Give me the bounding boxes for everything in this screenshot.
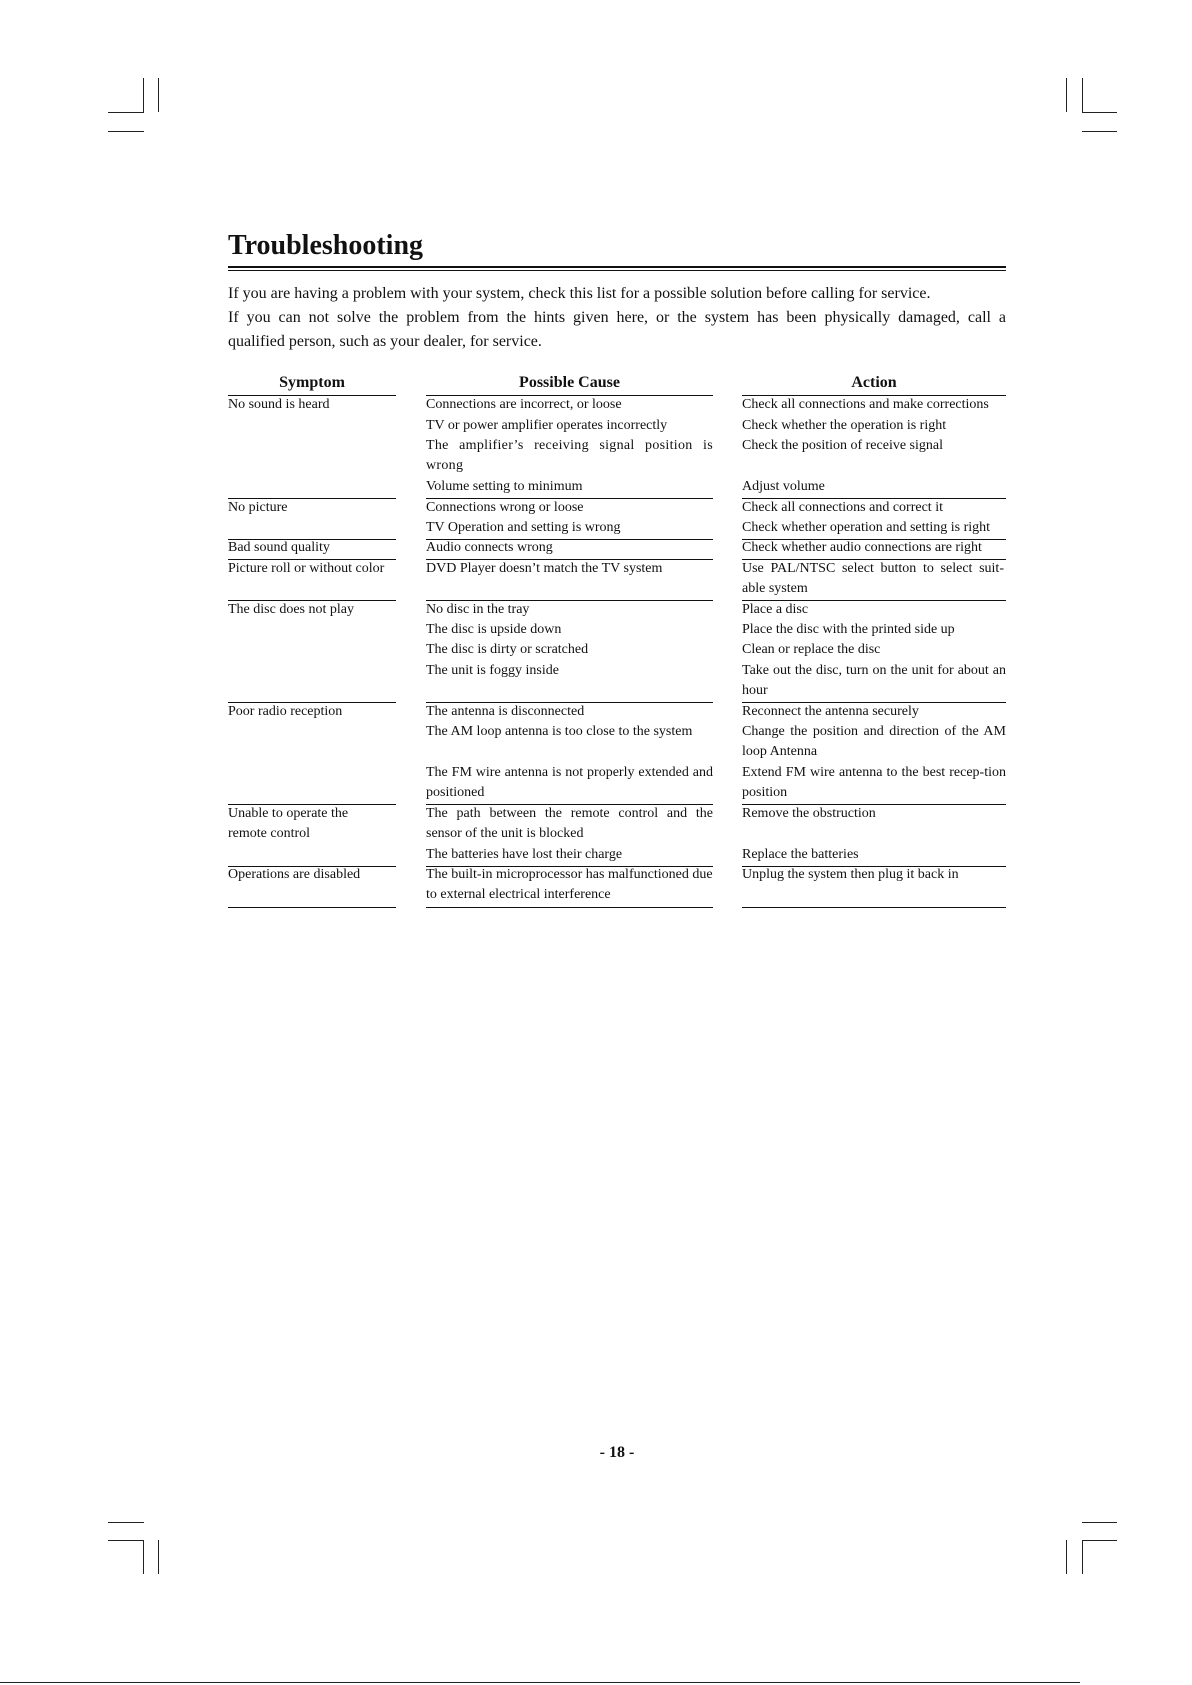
row-rule [742,907,1006,908]
title-rule [228,266,1006,268]
cause-cell: No disc in the tray [426,602,530,617]
crop-mark [1082,1540,1083,1574]
crop-mark [1082,1540,1117,1541]
crop-mark [1082,131,1117,132]
crop-mark [1082,1522,1117,1523]
symptom-cell: No picture [228,500,288,515]
action-cell: Unplug the system then plug it back in [742,867,959,882]
action-cell: Remove the obstruction [742,806,876,821]
action-cell: Extend FM wire antenna to the best recep-tion position [742,765,1006,800]
crop-mark [1082,112,1117,113]
header-symptom: Symptom [279,374,345,391]
crop-mark [108,112,144,113]
bottom-edge-rule [0,1682,1080,1683]
action-cell: Check all connections and make corrections [742,397,989,412]
crop-mark [1066,1540,1067,1574]
cause-cell: Audio connects wrong [426,540,553,555]
crop-mark [143,1540,144,1574]
crop-mark [158,1540,159,1574]
crop-mark [108,131,144,132]
header-action: Action [851,374,897,391]
symptom-cell: Operations are disabled [228,867,361,882]
symptom-cell: Unable to operate the remote control [228,806,349,841]
cause-cell: DVD Player doesn’t match the TV system [426,561,663,576]
action-cell: Replace the batteries [742,847,859,862]
cause-cell: TV or power amplifier operates incorrectly [426,418,668,433]
action-cell: Check whether audio connections are right [742,540,982,555]
action-cell: Check whether operation and setting is right [742,520,991,535]
action-cell: Take out the disc, turn on the unit for about an hour [742,663,1006,698]
crop-mark [1066,78,1067,112]
cause-cell: Connections are incorrect, or loose [426,397,622,412]
action-cell: Adjust volume [742,479,825,494]
crop-mark [108,1522,144,1523]
page-number: - 18 - [599,1444,635,1461]
intro-line: qualified person, such as your dealer, for service. [228,333,542,350]
cause-cell: Volume setting to minimum [426,479,583,494]
symptom-cell: Poor radio reception [228,704,343,719]
crop-mark [108,1540,144,1541]
page-title: Troubleshooting [228,230,424,261]
action-cell: Place the disc with the printed side up [742,622,955,637]
cause-cell: The disc is dirty or scratched [426,642,589,657]
cause-cell: The FM wire antenna is not properly extended and positioned [426,765,713,800]
symptom-cell: Picture roll or without color [228,561,385,576]
action-cell: Check all connections and correct it [742,500,943,515]
symptom-cell: Bad sound quality [228,540,330,555]
action-cell: Place a disc [742,602,809,617]
cause-cell: TV Operation and setting is wrong [426,520,621,535]
cause-cell: The built-in microprocessor has malfunctioned due to external electrical interference [426,867,713,902]
cause-cell: The unit is foggy inside [426,663,559,678]
crop-mark [1082,78,1083,112]
cause-cell: The path between the remote control and the sensor of the unit is blocked [426,806,713,841]
cause-cell: The batteries have lost their charge [426,847,623,862]
cause-cell: Connections wrong or loose [426,500,584,515]
crop-mark [158,78,159,112]
cause-cell: The AM loop antenna is too close to the system [426,724,693,739]
row-rule [228,907,396,908]
header-possible-cause: Possible Cause [519,374,620,391]
action-cell: Check whether the operation is right [742,418,947,433]
action-cell: Use PAL/NTSC select button to select suit-able system [742,561,1004,596]
row-rule [426,907,713,908]
cause-cell: The antenna is disconnected [426,704,585,719]
symptom-cell: No sound is heard [228,397,330,412]
title-rule [228,270,1006,271]
intro-line: If you can not solve the problem from the hints given here, or the system has been physically damaged, call a [228,309,1006,326]
cause-cell: The amplifier’s receiving signal position is wrong [426,438,713,473]
symptom-cell: The disc does not play [228,602,354,617]
cause-cell: The disc is upside down [426,622,562,637]
intro-line: If you are having a problem with your system, check this list for a possible solution before calling for service. [228,285,931,302]
crop-mark [143,78,144,112]
action-cell: Change the position and direction of the AM loop Antenna [742,724,1006,759]
action-cell: Reconnect the antenna securely [742,704,919,719]
action-cell: Check the position of receive signal [742,438,943,453]
action-cell: Clean or replace the disc [742,642,881,657]
